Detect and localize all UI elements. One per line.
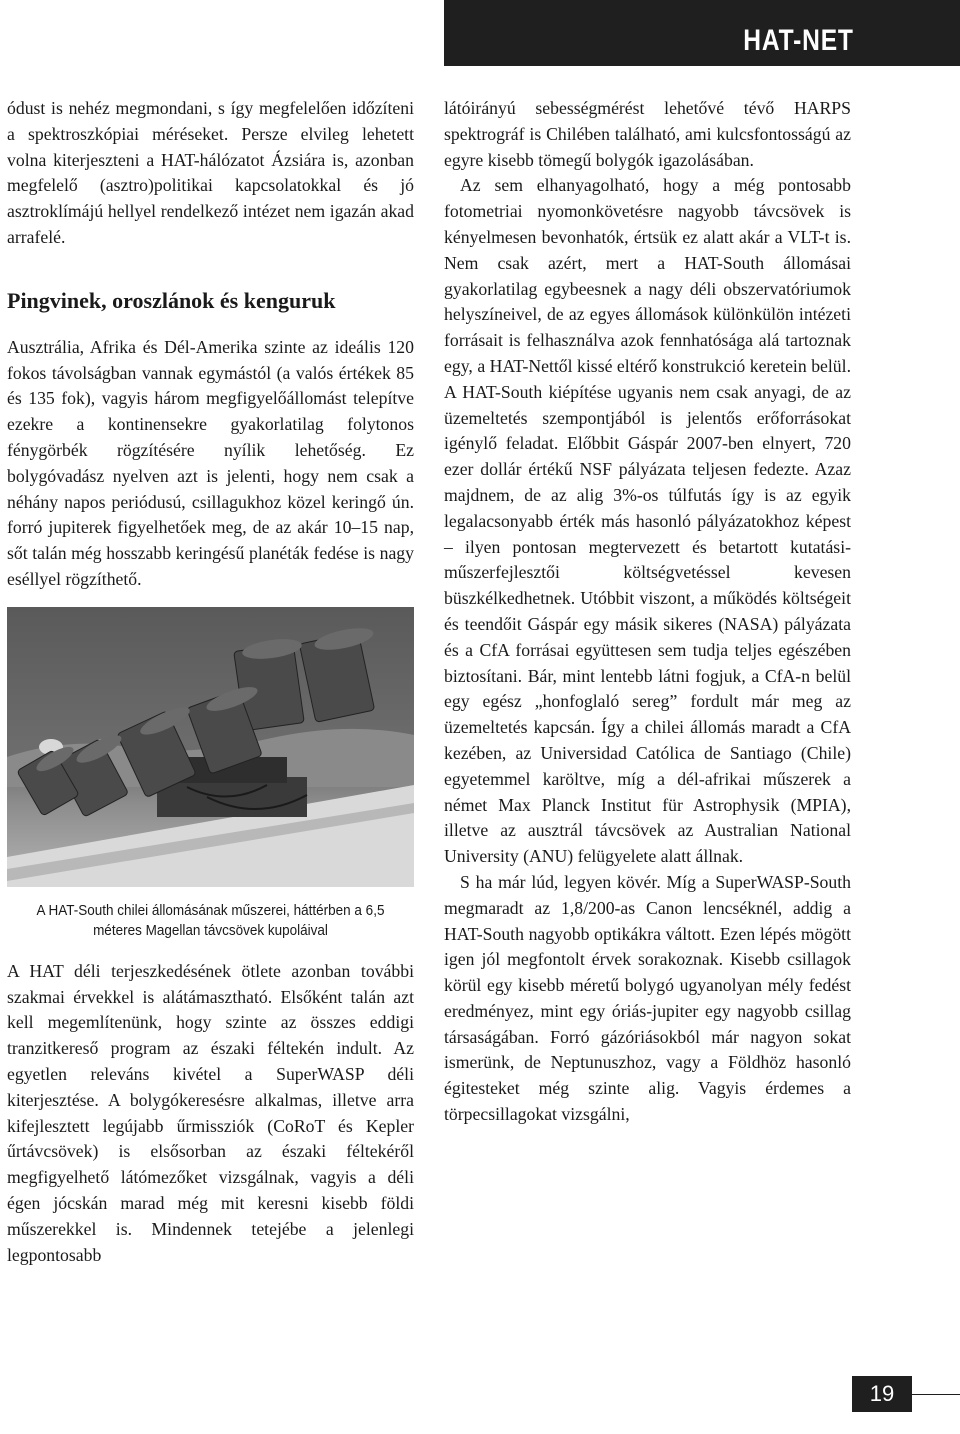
telescope-photo [7,607,414,887]
body-paragraph: S ha már lúd, legyen kövér. Míg a SuperWASP-South megmaradt az 1,8/200-as Canon lencséknél, addig a HAT-South nagyobb optikákra váltott. Ezen lépés mögött igen jól megfontolt érvek sorakoznak. Kisebb csillagok körül egy kisebb méretű bolygó ugyanolyan mély fedést eredményez, mint egy óriás-jupiter egy nagyobb csillag társaságában. Forró gázóriásokból már nagyon sokat ismerünk, de Neptunuszhoz, vagy a Földhöz hasonló égitesteket még szinte alig. Vagyis érdemes a törpecsillagokat vizsgálni, [444,871,851,1125]
section-heading: Pingvinek, oroszlánok és kenguruk [7,287,336,313]
body-paragraph: ódust is nehéz megmondani, s így megfelelően időzíteni a spektroszkópiai méréseket. Persze elvileg lehetett volna kiterjeszteni a HAT-hálózatot Ázsiára is, azonban megfelelő (asztro)politikai kapcsolatokkal és jó asztroklímájú hellyel rendelkező intézet nem igazán akad arrafelé. [7,98,414,247]
page-number-rule [908,1394,960,1395]
body-paragraph: A HAT déli terjeszkedésének ötlete azonban további szakmai érvekkel is alátámasztható. Elsőként talán azt kell megemlítenünk, hogy szinte az összes eddigi tranzitkereső program az északi féltekén indult. Az egyetlen releváns kivétel a SuperWASP déli kiterjesztése. A bolygókeresésre alkalmas, illetve arra kifejlesztett legújabb űrmissziók (CoRoT és Kepler űrtávcsövek) is elsősorban az északi féltekéről megfigyelhető látómezőket vizsgálnak, vagyis a déli égen jócskán marad még mit keresni kisebb földi műszerekkel is. Mindennek tetejébe a jelenlegi legpontosabb [7,960,414,1265]
header-bar [444,0,960,66]
figure-caption: A HAT-South chilei állomásának műszerei, háttérben a 6,5 méteres Magellan távcsövek kupoláival [36,901,385,939]
telescope-illustration [7,607,414,887]
left-column [7,96,414,1268]
body-paragraph: Ausztrália, Afrika és Dél-Amerika szinte az ideális 120 fokos távolságban vannak egymástól (a valós értékek 85 és 135 fok), vagyis három megfigyelőállomást telepítve ezekre a kontinensekre gyakorlatilag folytonos fénygörbék rögzítésére nyílik lehetőség. Ez bolygóvadász nyelven azt is jelenti, hogy nem csak a néhány napos periódusú, csillagukhoz közel keringő ún. forró jupiterek figyelhetőek meg, de az akár 10–15 nap, sőt talán még hosszabb keringésű planéták fedése is nagy eséllyel rögzíthető. [7,336,414,589]
running-header-title: HAT-NET [743,24,854,57]
body-paragraph: Az sem elhanyagolható, hogy a még pontosabb fotometriai nyomonkövetésre nagyobb távcsövek is kényelmesen bevonhatók, értsük ez alatt akár a VLT-t is. Nem csak azért, mert a HAT-South állomásai gyakorlatilag egybeesnek a nagy déli obszervatóriumok helyszíneivel, de az egyes állomások különkülön intézeti forrásait is felhasználva azok fennhatósága alá tartoznak egy, a HAT-Nettől kissé eltérő konstrukció keretein belül. A HAT-South kiépítése ugyanis nem csak anyagi, de az üzemeltetés szempontjából is jelentős erőforrásokat igénylő feladat. Előbbit Gáspár 2007-ben elnyert, 720 ezer dollár értékű NSF pályázata teljesen fedezte. Azaz majdnem, de az alig 3%-os túlfutás így is az egyik legalacsonyabb érték más hasonló pályázatokhoz képest – ilyen pontosan megtervezett és betartott kutatási-műszerfejlesztői költségvetéssel kevesen büszkélkedhetnek. Utóbbit viszont, a működés költségeit és teendőit Gáspár egy másik sikeres (NASA) pályázata és a CfA forrásai együttesen sem tudja teljes egészében biztosítani. Bár, mint lentebb látni fogjuk, a CfA-n belül egy egész „honfoglaló sereg” fordult már meg az üzemeltetés kapcsán. Így a chilei állomás maradt a CfA kezében, az Universidad Católica de Santiago (Chile) egyetemmel karöltve, míg a dél-afrikai műszerek a német Max Planck Institut für Astrophysik (MPIA), illetve az ausztrál távcsövek az Australian National University (ANU) felügyelete alatt állnak. [444,175,851,867]
right-column [444,96,851,1128]
page-number: 19 [852,1376,912,1412]
body-paragraph: látóirányú sebességmérést lehetővé tévő HARPS spektrográf is Chilében található, ami kulcsfontosságú az egyre kisebb tömegű bolygók igazolásában. [444,98,851,170]
